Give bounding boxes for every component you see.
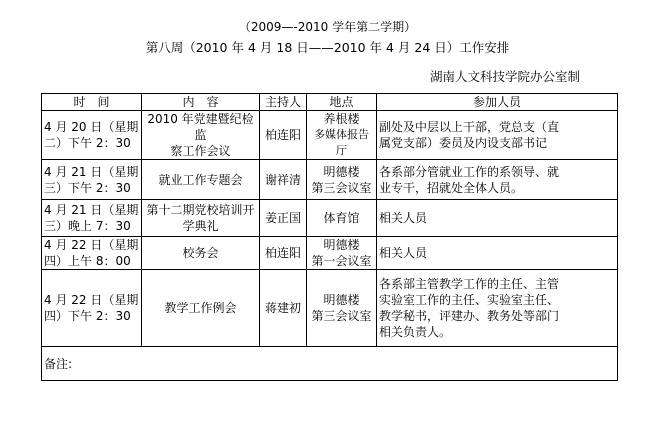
place-cell bbox=[307, 160, 377, 200]
content-line: 就业工作专题会 bbox=[158, 172, 243, 187]
table-row bbox=[42, 200, 618, 237]
header-content: 内 容 bbox=[142, 94, 260, 111]
attendees-line: 各系部主管教学工作的主任、主管 bbox=[379, 277, 560, 291]
schedule-table bbox=[41, 93, 618, 381]
week-title: 第八周（2010 年 4 月 18 日——2010 年 4 月 24 日）工作安排 bbox=[145, 40, 510, 55]
place-cell bbox=[307, 200, 377, 237]
content-line: 校务会 bbox=[182, 246, 219, 260]
content-line: 第十二期党校培训开 bbox=[146, 203, 255, 217]
host-cell: 蒋建初 bbox=[260, 270, 307, 347]
memo-cell bbox=[42, 347, 618, 381]
header-time: 时 间 bbox=[42, 94, 142, 111]
attendees-line: 业专干，招就处全体人员。 bbox=[379, 180, 524, 195]
content-line: 学典礼 bbox=[182, 219, 219, 233]
attendees-line: 教学秘书，评建办、教务处等部门 bbox=[379, 309, 560, 323]
content-line: 察工作会议 bbox=[170, 144, 231, 158]
content-cell bbox=[142, 237, 260, 270]
attendees-line: 各系部分管就业工作的系领导、就 bbox=[379, 164, 560, 179]
time-line: 四）下午 2：30 bbox=[44, 309, 131, 323]
time-cell bbox=[42, 200, 142, 237]
attendees-cell bbox=[377, 200, 618, 237]
header-place: 地点 bbox=[307, 94, 377, 111]
attendees-line: 属党支部）委员及内设支部书记 bbox=[379, 136, 548, 150]
attendees-cell bbox=[377, 111, 618, 160]
place-cell bbox=[307, 111, 377, 160]
attendees-line: 副处及中层以上干部，党总支（直 bbox=[379, 120, 560, 134]
time-cell bbox=[42, 111, 142, 160]
place-line: 第三会议室 bbox=[311, 309, 372, 323]
time-line: 三）下午 2：30 bbox=[44, 180, 131, 195]
time-line: 三）晚上 7：30 bbox=[44, 219, 131, 233]
content-cell bbox=[142, 270, 260, 347]
header-attendees: 参加人员 bbox=[377, 94, 618, 111]
table-row bbox=[42, 111, 618, 160]
place-line: 明德楼 bbox=[323, 164, 360, 179]
host-cell: 柏连阳 bbox=[260, 111, 307, 160]
content-line: 教学工作例会 bbox=[164, 301, 237, 315]
attendees-cell bbox=[377, 160, 618, 200]
place-line: 明德楼 bbox=[323, 293, 360, 307]
attendees-cell bbox=[377, 237, 618, 270]
memo-label: 备注: bbox=[44, 356, 73, 371]
place-line: 明德楼 bbox=[323, 238, 360, 252]
place-line: 第一会议室 bbox=[311, 254, 372, 268]
time-line: 4 月 20 日（星期 bbox=[44, 120, 139, 134]
time-line: 二）下午 2：30 bbox=[44, 136, 131, 150]
content-cell bbox=[142, 111, 260, 160]
time-line: 4 月 21 日（星期 bbox=[44, 203, 139, 217]
attendees-line: 相关人员 bbox=[379, 211, 428, 225]
time-line: 四）上午 8：00 bbox=[44, 254, 131, 268]
content-cell bbox=[142, 160, 260, 200]
time-cell bbox=[42, 237, 142, 270]
header-host: 主持人 bbox=[260, 94, 307, 111]
time-cell bbox=[42, 160, 142, 200]
place-cell bbox=[307, 270, 377, 347]
content-line: 2010 年党建暨纪检监 bbox=[147, 112, 254, 142]
attendees-cell bbox=[377, 270, 618, 347]
table-header-row bbox=[42, 94, 618, 111]
host-cell: 谢祥清 bbox=[260, 160, 307, 200]
semester-label: （2009—-2010 学年第二学期） bbox=[238, 20, 417, 34]
table-row bbox=[42, 237, 618, 270]
memo-row bbox=[42, 347, 618, 381]
attendees-line: 相关负责人。 bbox=[379, 325, 452, 339]
table-row bbox=[42, 160, 618, 200]
place-line: 体育馆 bbox=[323, 211, 360, 225]
place-cell bbox=[307, 237, 377, 270]
content-cell bbox=[142, 200, 260, 237]
attendees-line: 相关人员 bbox=[379, 246, 428, 260]
table-row bbox=[42, 270, 618, 347]
host-cell: 姜正国 bbox=[260, 200, 307, 237]
time-line: 4 月 21 日（星期 bbox=[44, 164, 139, 179]
time-line: 4 月 22 日（星期 bbox=[44, 293, 139, 307]
time-cell bbox=[42, 270, 142, 347]
place-line: 多媒体报告厅 bbox=[314, 128, 369, 157]
attendees-line: 实验室工作的主任、实验室主任、 bbox=[379, 293, 560, 307]
place-line: 第三会议室 bbox=[311, 180, 372, 195]
issuer-label: 湖南人文科技学院办公室制 bbox=[429, 69, 580, 84]
host-cell: 柏连阳 bbox=[260, 237, 307, 270]
time-line: 4 月 22 日（星期 bbox=[44, 238, 139, 252]
place-line: 养根楼 bbox=[323, 112, 360, 126]
